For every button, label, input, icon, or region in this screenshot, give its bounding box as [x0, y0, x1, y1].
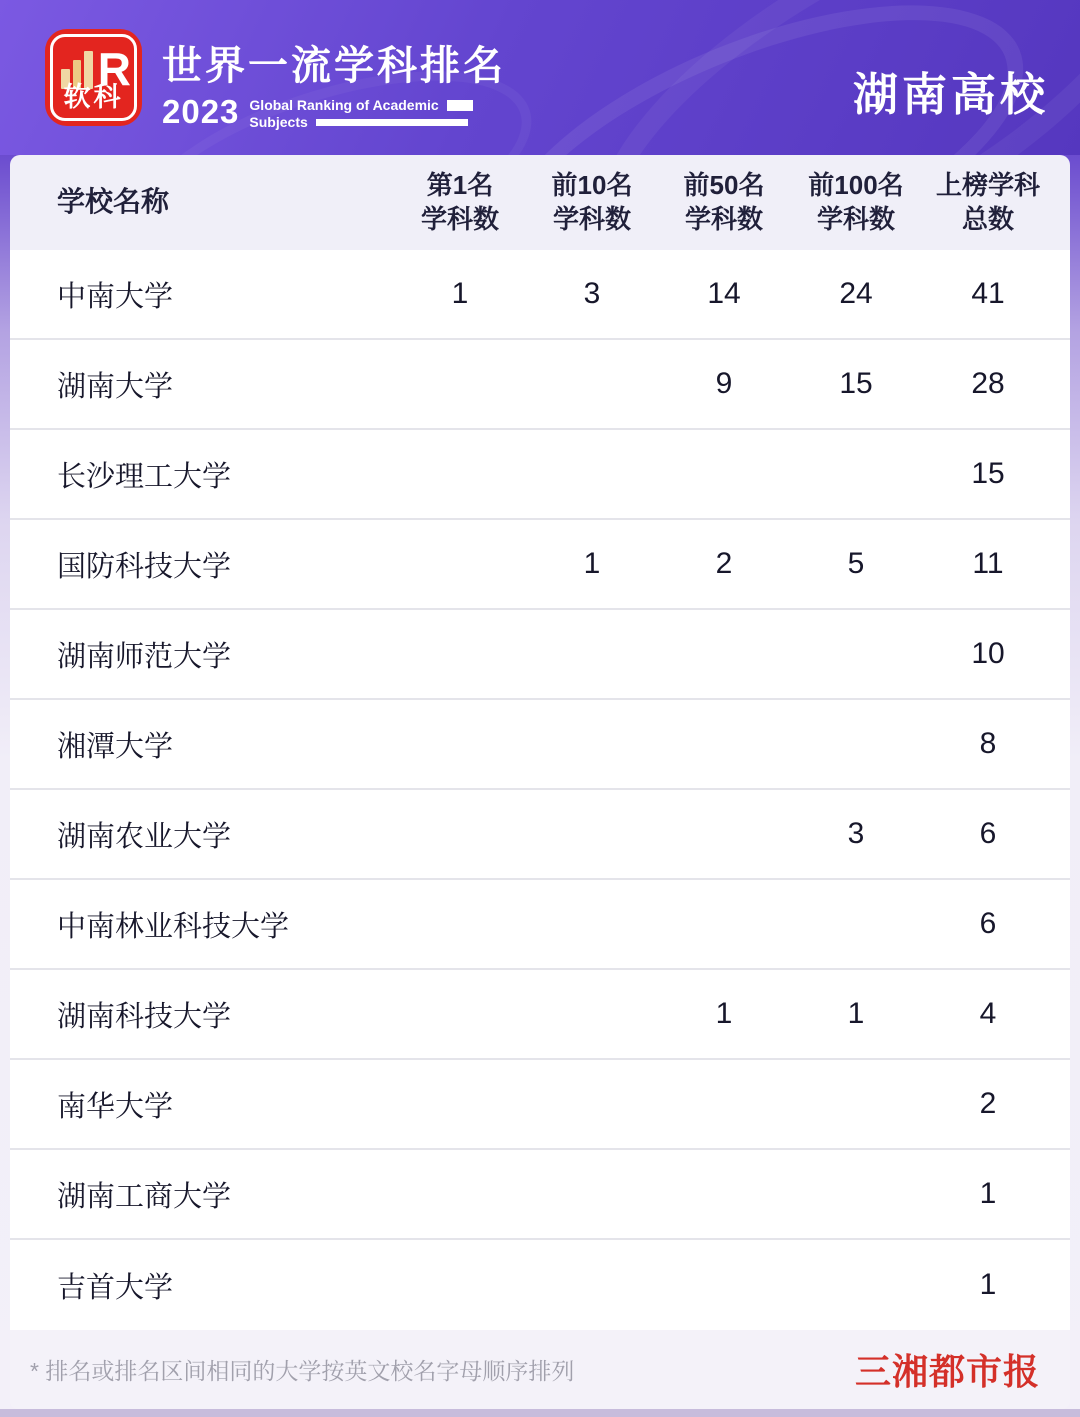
table-header-row: [10, 155, 1070, 250]
value-cell: 1: [451, 277, 469, 310]
logo-brand-name: 软科: [63, 82, 124, 112]
value-cell: 1: [583, 547, 601, 580]
logo-r-mark: R: [97, 43, 132, 95]
table-row: [10, 610, 1070, 700]
table-row: [10, 430, 1070, 520]
table-row: [10, 250, 1070, 340]
value-cell: 41: [971, 277, 1005, 310]
title-dash-decoration: [447, 100, 473, 111]
ranking-title-en: Global Ranking of Academic Subjects: [249, 93, 472, 131]
value-cell: 1: [979, 1177, 997, 1210]
publisher-logo: 三湘都市报: [854, 1351, 1040, 1392]
column-header-school-name: 学校名称: [57, 186, 170, 218]
column-header: 前10名 学科数: [551, 169, 633, 234]
school-name-cell: 长沙理工大学: [57, 460, 232, 493]
value-cell: 3: [847, 817, 865, 850]
value-cell: 2: [979, 1087, 997, 1120]
school-name-cell: 湖南大学: [57, 370, 174, 403]
table-row: [10, 970, 1070, 1060]
value-cell: 5: [847, 547, 865, 580]
value-cell: 15: [971, 457, 1005, 490]
shanghairanking-logo: [45, 29, 142, 126]
value-cell: 10: [971, 637, 1005, 670]
table-row: [10, 700, 1070, 790]
value-cell: 9: [715, 367, 733, 400]
column-header: 上榜学科 总数: [935, 169, 1040, 234]
region-label: 湖南高校: [852, 69, 1049, 120]
school-name-cell: 中南林业科技大学: [57, 910, 290, 943]
ranking-title-cn: 世界一流学科排名: [162, 44, 506, 88]
table-row: [10, 1240, 1070, 1330]
table-row: [10, 340, 1070, 430]
value-cell: 1: [715, 997, 733, 1030]
value-cell: 8: [979, 727, 997, 760]
bottom-border-strip: [0, 1409, 1080, 1417]
column-header: 前50名 学科数: [683, 169, 765, 234]
table-row: [10, 790, 1070, 880]
value-cell: 6: [979, 907, 997, 940]
school-name-cell: 湖南师范大学: [57, 640, 232, 673]
value-cell: 2: [715, 547, 733, 580]
title-block: [162, 34, 506, 131]
table-row: [10, 1060, 1070, 1150]
logo-frame: [50, 34, 137, 121]
value-cell: 3: [583, 277, 601, 310]
value-cell: 6: [979, 817, 997, 850]
table-body: [10, 250, 1070, 1330]
school-name-cell: 吉首大学: [57, 1271, 174, 1304]
value-cell: 24: [839, 277, 873, 310]
value-cell: 1: [979, 1268, 997, 1301]
title-underline-decoration: [316, 119, 468, 126]
table-row: [10, 520, 1070, 610]
value-cell: 15: [839, 367, 873, 400]
school-name-cell: 国防科技大学: [57, 550, 232, 583]
hero-banner: [0, 0, 1080, 155]
column-header: 第1名 学科数: [420, 169, 499, 234]
table-footer: [10, 1330, 1070, 1409]
footnote: * 排名或排名区间相同的大学按英文校名字母顺序排列: [30, 1358, 575, 1384]
value-cell: 28: [971, 367, 1005, 400]
school-name-cell: 中南大学: [57, 280, 174, 313]
column-header: 前100名 学科数: [808, 169, 904, 234]
school-name-cell: 湖南工商大学: [57, 1180, 232, 1213]
value-cell: 11: [972, 547, 1004, 580]
school-name-cell: 南华大学: [57, 1090, 174, 1123]
value-cell: 14: [707, 277, 741, 310]
ranking-year: 2023: [162, 93, 240, 130]
ranking-table: [10, 155, 1070, 1409]
school-name-cell: 湖南农业大学: [57, 820, 232, 853]
table-row: [10, 1150, 1070, 1240]
school-name-cell: 湘潭大学: [57, 730, 174, 763]
value-cell: 1: [847, 997, 865, 1030]
school-name-cell: 湖南科技大学: [57, 1000, 232, 1033]
value-cell: 4: [979, 997, 997, 1030]
table-row: [10, 880, 1070, 970]
